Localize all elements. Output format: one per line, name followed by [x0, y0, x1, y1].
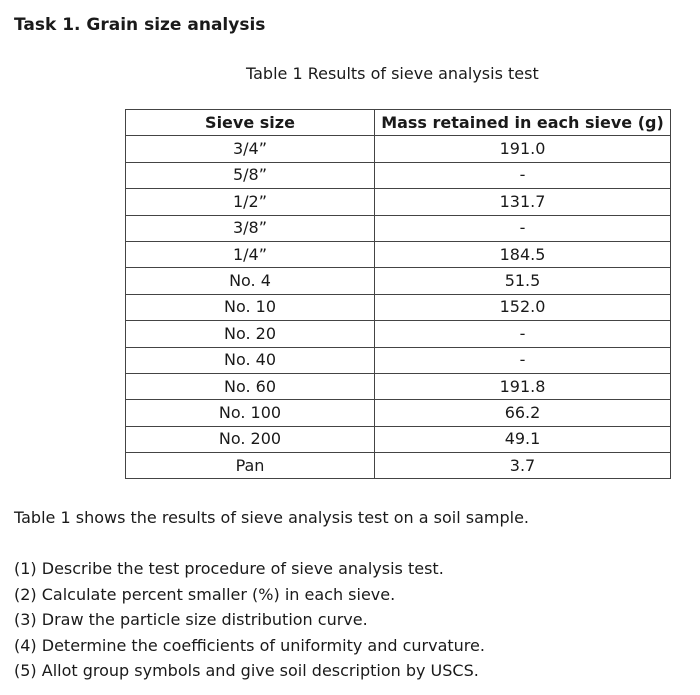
question-item: (3) Draw the particle size distribution curve.	[14, 610, 368, 629]
mass-retained-cell: 184.5	[375, 241, 671, 267]
table-caption: Table 1 Results of sieve analysis test	[246, 64, 539, 83]
sieve-size-cell: No. 60	[126, 373, 375, 399]
table-row	[126, 136, 671, 162]
sieve-size-cell: 3/4”	[126, 136, 375, 162]
sieve-size-cell: No. 4	[126, 268, 375, 294]
table-row	[126, 321, 671, 347]
table-header-row	[126, 110, 671, 136]
mass-retained-cell: -	[375, 215, 671, 241]
sieve-size-cell: No. 200	[126, 426, 375, 452]
question-item: (5) Allot group symbols and give soil description by USCS.	[14, 661, 479, 680]
table-row	[126, 453, 671, 479]
mass-retained-cell: 49.1	[375, 426, 671, 452]
mass-retained-cell: -	[375, 347, 671, 373]
task-title: Task 1. Grain size analysis	[14, 15, 266, 35]
table-row	[126, 241, 671, 267]
sieve-size-cell: 1/4”	[126, 241, 375, 267]
sieve-size-cell: No. 20	[126, 321, 375, 347]
table-row	[126, 400, 671, 426]
mass-retained-cell: 51.5	[375, 268, 671, 294]
table-row	[126, 268, 671, 294]
question-item: (4) Determine the coefficients of uniformity and curvature.	[14, 635, 485, 655]
table-row	[126, 189, 671, 215]
table-row	[126, 294, 671, 320]
sieve-size-cell: 3/8”	[126, 215, 375, 241]
sieve-size-cell: No. 40	[126, 347, 375, 373]
sieve-size-cell: No. 100	[126, 400, 375, 426]
sieve-analysis-table	[125, 109, 671, 479]
mass-retained-cell: 152.0	[375, 294, 671, 320]
table-row	[126, 347, 671, 373]
mass-retained-cell: 3.7	[375, 453, 671, 479]
mass-retained-cell: 131.7	[375, 189, 671, 215]
sieve-size-cell: 5/8”	[126, 162, 375, 188]
mass-retained-cell: -	[375, 321, 671, 347]
column-header-mass-retained: Mass retained in each sieve (g)	[375, 110, 671, 136]
table-row	[126, 373, 671, 399]
sieve-size-cell: No. 10	[126, 294, 375, 320]
sieve-size-cell: Pan	[126, 453, 375, 479]
question-item: (1) Describe the test procedure of sieve analysis test.	[14, 559, 444, 578]
mass-retained-cell: -	[375, 162, 671, 188]
mass-retained-cell: 191.0	[375, 136, 671, 162]
question-list	[14, 558, 485, 686]
sieve-size-cell: 1/2”	[126, 189, 375, 215]
column-header-sieve-size: Sieve size	[126, 110, 375, 136]
mass-retained-cell: 191.8	[375, 373, 671, 399]
question-item: (2) Calculate percent smaller (%) in each sieve.	[14, 584, 396, 604]
table-row	[126, 215, 671, 241]
table-row	[126, 426, 671, 452]
table-row	[126, 162, 671, 188]
mass-retained-cell: 66.2	[375, 400, 671, 426]
description-paragraph: Table 1 shows the results of sieve analysis test on a soil sample.	[14, 508, 530, 527]
